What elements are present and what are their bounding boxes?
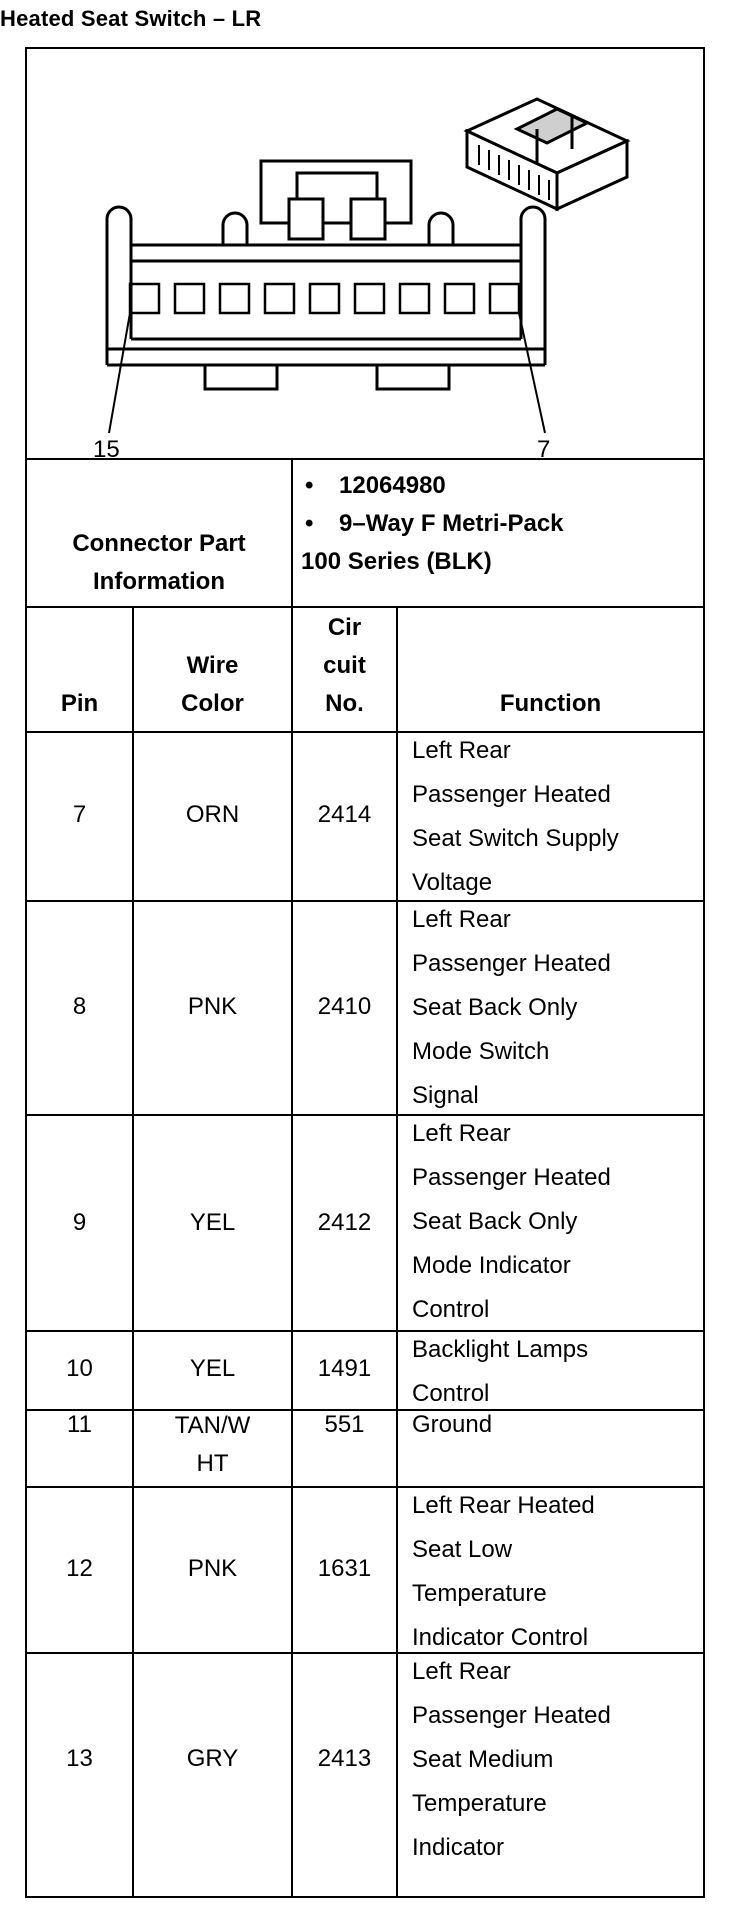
circuit-cell: 1491 xyxy=(317,1355,372,1382)
wire-color-cell: GRY xyxy=(186,1745,239,1772)
pin-7-label: 7 xyxy=(537,436,551,458)
wire-color-cell: TAN/W HT xyxy=(174,1412,251,1477)
circuit-cell: 1631 xyxy=(317,1555,372,1582)
divider xyxy=(27,458,703,460)
divider xyxy=(291,458,293,608)
function-cell: Left Rear Passenger Heated Seat Back Only Mode Indicator Control xyxy=(412,1120,611,1323)
pin-15-label: 15 xyxy=(93,436,120,458)
function-cell: Backlight Lamps Control xyxy=(412,1336,589,1407)
function-cell: Left Rear Passenger Heated Seat Medium Temperature Indicator xyxy=(412,1658,611,1861)
connector-info-values xyxy=(301,467,564,581)
wire-color-cell: PNK xyxy=(187,1555,238,1582)
connector-info-item: • 9–Way F Metri-Pack xyxy=(305,510,564,537)
connector-iso-icon xyxy=(467,99,627,209)
wire-color-cell: PNK xyxy=(187,993,238,1020)
header-function: Function xyxy=(499,690,602,717)
function-cell: Ground xyxy=(412,1411,493,1438)
function-cell: Left Rear Heated Seat Low Temperature Indicator Control xyxy=(412,1492,595,1651)
pin-cell: 12 xyxy=(66,1555,93,1582)
connector-info-label: Connector Part Information xyxy=(72,530,246,595)
function-cell: Left Rear Passenger Heated Seat Switch Supply Voltage xyxy=(412,737,619,896)
pin-cell: 8 xyxy=(72,993,87,1020)
divider xyxy=(396,606,398,1898)
connector-info-continuation: 100 Series (BLK) xyxy=(301,548,492,575)
wire-color-cell: ORN xyxy=(185,801,240,828)
pin-cell: 7 xyxy=(72,801,87,828)
circuit-cell: 551 xyxy=(324,1411,365,1438)
header-wire-color: Wire Color xyxy=(181,652,244,717)
connector-info-item: • 12064980 xyxy=(305,472,446,499)
header-pin: Pin xyxy=(60,690,99,717)
circuit-cell: 2410 xyxy=(317,993,372,1020)
wire-color-cell: YEL xyxy=(189,1355,236,1382)
circuit-cell: 2414 xyxy=(317,801,372,828)
header-circuit-no: Cir cuit No. xyxy=(323,614,366,717)
function-cell: Left Rear Passenger Heated Seat Back Only Mode Switch Signal xyxy=(412,906,611,1109)
connector-table xyxy=(25,47,705,1898)
pin-cell: 9 xyxy=(72,1209,87,1236)
wire-color-cell: YEL xyxy=(189,1209,236,1236)
pin-cavities xyxy=(130,284,519,313)
pin-cell: 13 xyxy=(66,1745,93,1772)
page-title: Heated Seat Switch – LR xyxy=(0,6,262,31)
pin-cell: 11 xyxy=(67,1411,92,1438)
circuit-cell: 2412 xyxy=(317,1209,372,1236)
pin-cell: 10 xyxy=(66,1355,93,1382)
circuit-cell: 2413 xyxy=(317,1745,372,1772)
connector-diagram xyxy=(27,49,703,458)
divider xyxy=(27,606,703,608)
divider xyxy=(27,1486,703,1488)
